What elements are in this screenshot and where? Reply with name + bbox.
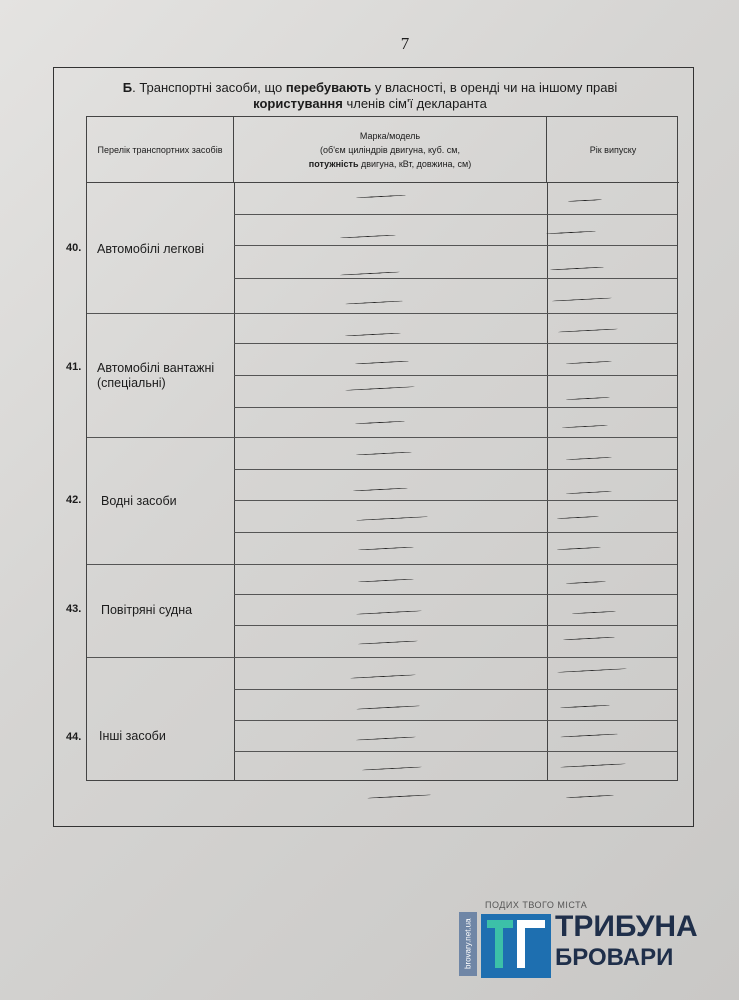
- section-letter: Б: [122, 80, 133, 95]
- row-label-water-vehicles: Водні засоби: [101, 494, 177, 508]
- row-divider: [234, 313, 677, 314]
- row-divider: [234, 500, 677, 501]
- row-number: 41.: [66, 361, 82, 373]
- logo-name-line2: БРОВАРИ: [555, 944, 674, 971]
- header-make-bold: потужність: [308, 158, 359, 169]
- row-divider: [234, 689, 677, 690]
- row-divider: [234, 343, 677, 344]
- page-number: 7: [400, 34, 410, 53]
- header-make-model: [234, 117, 547, 183]
- row-divider: [234, 625, 677, 626]
- logo-mark-icon: [481, 914, 551, 978]
- group-divider: [87, 313, 234, 314]
- row-divider: [234, 564, 677, 565]
- row-divider: [234, 437, 677, 438]
- row-number: 44.: [66, 731, 82, 743]
- row-divider: [234, 214, 677, 215]
- row-label-trucks: Автомобілі вантажні (спеціальні): [97, 361, 215, 390]
- header-make-line3: двигуна, кВт, довжина, см): [358, 158, 472, 169]
- row-divider: [234, 594, 677, 595]
- title-bold1: перебувають: [285, 80, 372, 95]
- header-year: Рік випуску: [547, 117, 679, 183]
- header-vehicle-list: Перелік транспортних засобів: [87, 117, 234, 183]
- row-number: 43.: [66, 603, 82, 615]
- group-divider: [87, 437, 234, 438]
- row-label-aircraft: Повітряні судна: [101, 603, 193, 617]
- title-part1: . Транспортні засоби, що: [132, 80, 286, 95]
- row-divider: [234, 375, 677, 376]
- row-divider: [234, 751, 677, 752]
- section-title: [60, 80, 680, 112]
- group-divider: [87, 657, 234, 658]
- row-divider: [234, 407, 677, 408]
- title-bold2: користування: [253, 96, 343, 111]
- tribuna-brovary-logo: [459, 900, 731, 980]
- logo-name-line1: ТРИБУНА: [555, 910, 698, 943]
- row-divider: [234, 278, 677, 279]
- row-divider: [234, 245, 677, 246]
- row-label-other: Інші засоби: [99, 729, 166, 743]
- row-divider: [234, 657, 677, 658]
- vehicles-table: [86, 116, 678, 781]
- row-number: 42.: [66, 494, 82, 506]
- group-divider: [87, 564, 234, 565]
- row-label-passenger-cars: Автомобілі легкові: [97, 242, 205, 256]
- header-make-line1: Марка/модель: [359, 130, 421, 141]
- row-divider: [234, 532, 677, 533]
- column-divider: [234, 183, 235, 780]
- title-part3: членів сім'ї декларанта: [342, 96, 487, 111]
- logo-site: brovary.net.ua: [459, 912, 477, 976]
- header-make-line2: (об'єм циліндрів двигуна, куб. см,: [320, 144, 460, 155]
- row-divider: [234, 469, 677, 470]
- row-number: 40.: [66, 242, 82, 254]
- logo-tagline: ПОДИХ ТВОГО МІСТА: [485, 900, 588, 910]
- row-divider: [234, 720, 677, 721]
- title-part2: у власності, в оренді чи на іншому праві: [371, 80, 618, 95]
- column-divider: [547, 183, 548, 780]
